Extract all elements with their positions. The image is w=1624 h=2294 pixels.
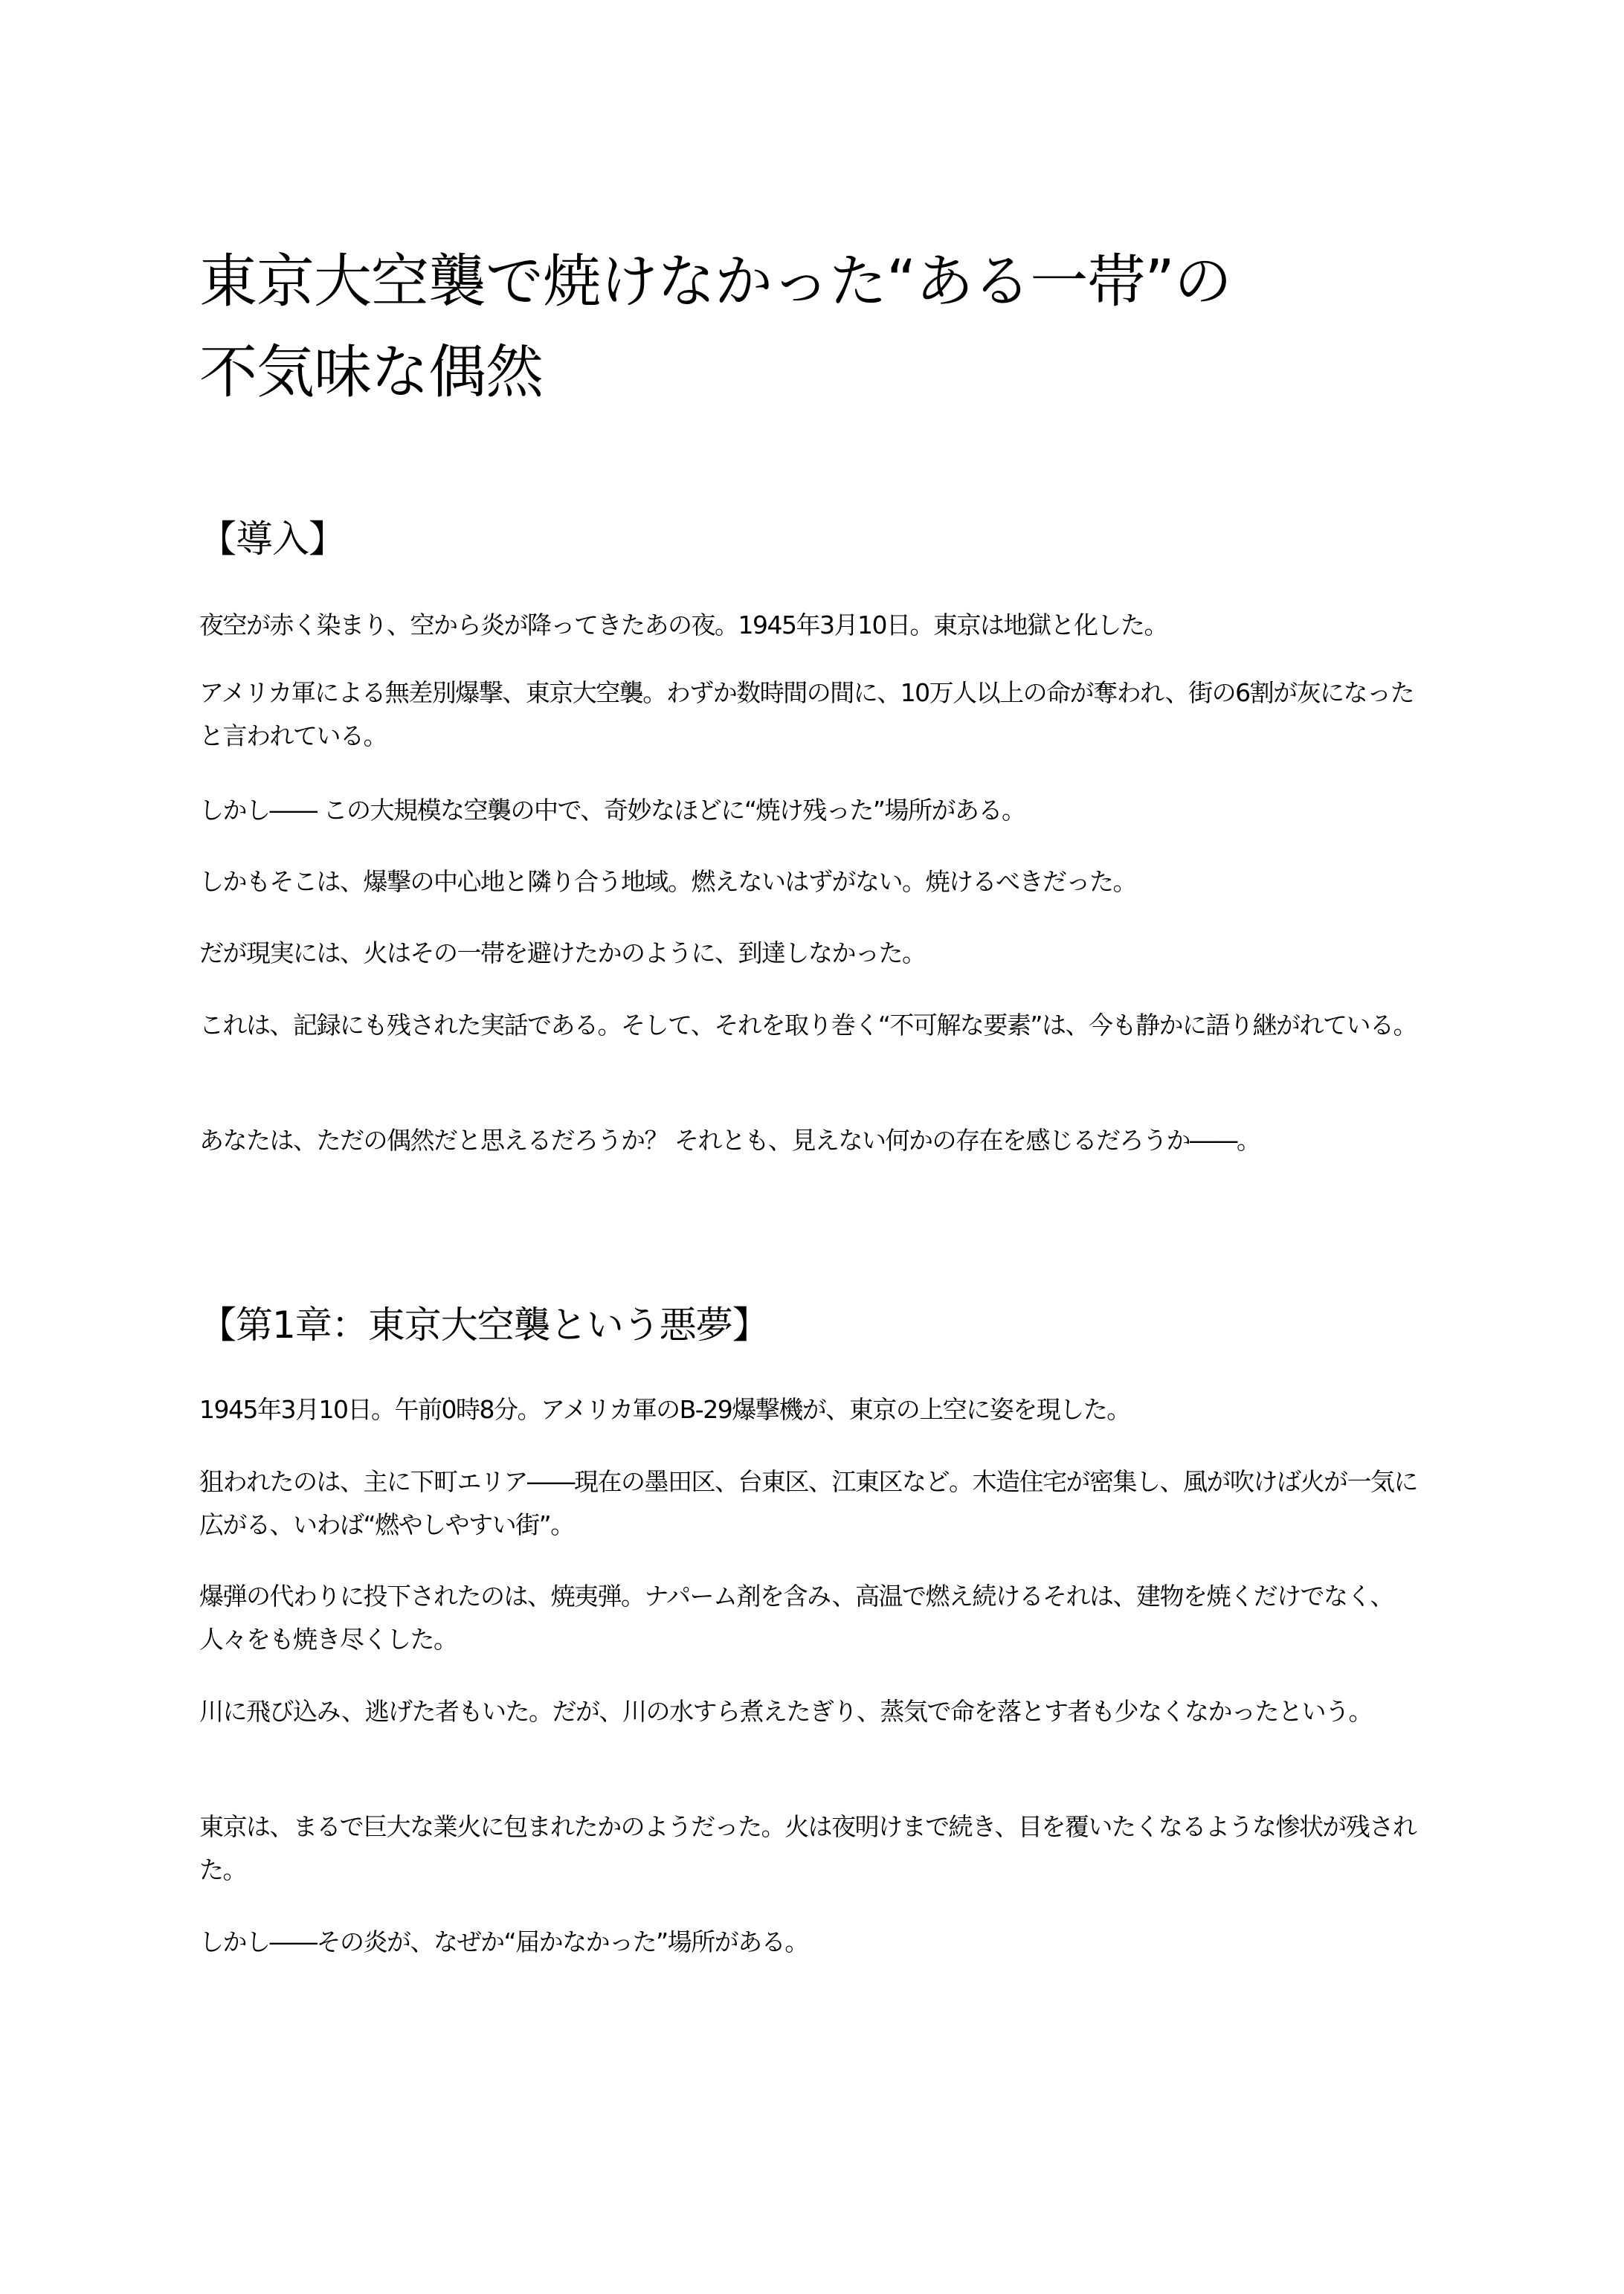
- paragraph: だが現実には、火はその一帯を避けたかのように、到達しなかった。: [199, 938, 926, 967]
- section-heading-chapter-1: 【第1章：東京大空襲という悪夢】: [199, 1304, 769, 1347]
- paragraph: 川に飛び込み、逃げた者もいた。だが、川の水すら煮えたぎり、蒸気で命を落とす者も少なくなかったという。: [199, 1697, 1372, 1726]
- paragraph: アメリカ軍による無差別爆撃、東京大空襲。わずか数時間の間に、10万人以上の命が奪われ、街の6割が灰になったと言われている。: [199, 678, 1414, 750]
- paragraph: あなたは、ただの偶然だと思えるだろうか？ それとも、見えない何かの存在を感じるだろうか――。: [199, 1126, 1260, 1155]
- paragraph: しかし―― この大規模な空襲の中で、奇妙なほどに“焼け残った”場所がある。: [199, 796, 1025, 825]
- paragraph: 爆弾の代わりに投下されたのは、焼夷弾。ナパーム剤を含み、高温で燃え続けるそれは、建物を焼くだけでなく、人々をも焼き尽くした。: [199, 1582, 1393, 1654]
- title-line-2: 不気味な偶然: [199, 339, 544, 406]
- paragraph: しかし――その炎が、なぜか“届かなかった”場所がある。: [199, 1927, 808, 1956]
- paragraph: 夜空が赤く染まり、空から炎が降ってきたあの夜。1945年3月10日。東京は地獄と化した。: [199, 610, 1167, 639]
- paragraph: 1945年3月10日。午前0時8分。アメリカ軍のB-29爆撃機が、東京の上空に姿を現した。: [199, 1395, 1130, 1424]
- paragraph: これは、記録にも残された実話である。そして、それを取り巻く“不可解な要素”は、今も静かに語り継がれている。: [199, 1011, 1417, 1040]
- section-heading-intro: 【導入】: [199, 518, 345, 561]
- document-title: [199, 236, 1463, 418]
- paragraph: 狙われたのは、主に下町エリア――現在の墨田区、台東区、江東区など。木造住宅が密集し、風が吹けば火が一気に広がる、いわば“燃やしやすい街”。: [199, 1467, 1417, 1539]
- paragraph: しかもそこは、爆撃の中心地と隣り合う地域。燃えないはずがない。焼けるべきだった。: [199, 867, 1136, 896]
- paragraph: 東京は、まるで巨大な業火に包まれたかのようだった。火は夜明けまで続き、目を覆いたくなるような惨状が残された。: [199, 1812, 1417, 1884]
- title-line-1: 東京大空襲で焼けなかった“ある一帯”の: [199, 248, 1231, 315]
